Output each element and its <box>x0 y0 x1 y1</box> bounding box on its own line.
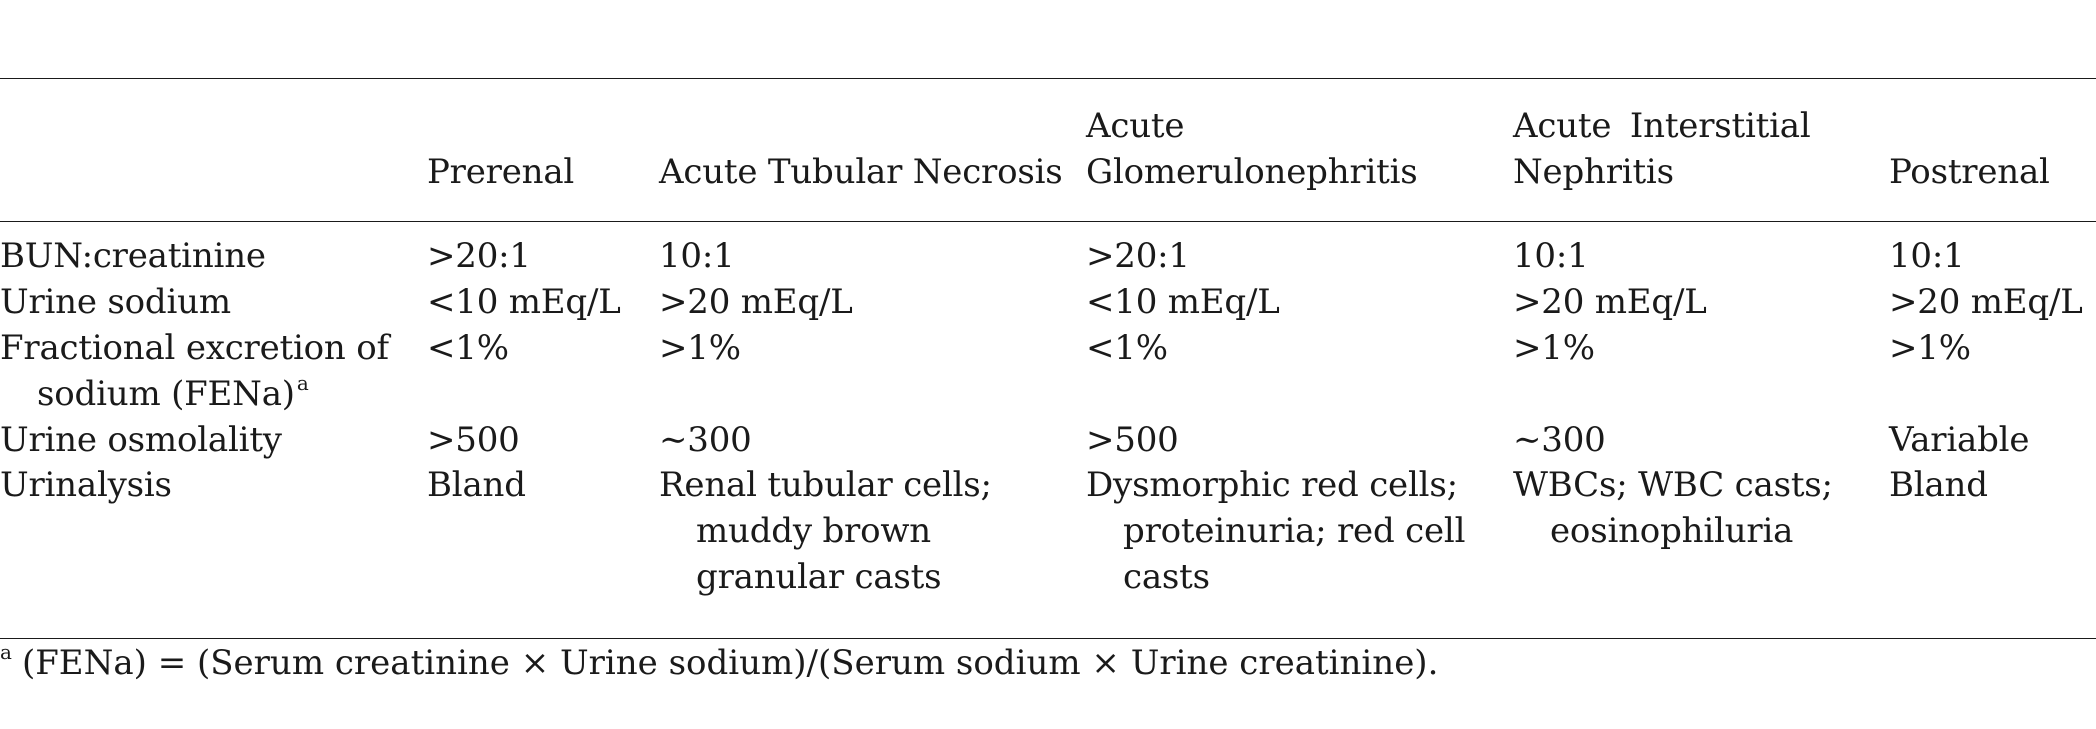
bottom-rule <box>0 638 2096 639</box>
header-prerenal: Prerenal <box>427 152 575 192</box>
header-acute-interstitial-nephritis-line2: Nephritis <box>1513 152 1674 192</box>
cell-urine-sodium-atn: >20 mEq/L <box>659 282 853 322</box>
cell-bun-ain: 10:1 <box>1513 236 1589 276</box>
cell-urinalysis-atn-line2: muddy brown <box>696 511 931 551</box>
header-postrenal: Postrenal <box>1889 152 2050 192</box>
cell-bun-agn: >20:1 <box>1086 236 1190 276</box>
cell-urine-sodium-agn: <10 mEq/L <box>1086 282 1280 322</box>
row-label-bun-creatinine: BUN:creatinine <box>0 236 266 276</box>
cell-osmolality-atn: ∼300 <box>659 420 752 460</box>
row-label-urine-osmolality: Urine osmolality <box>0 420 282 460</box>
top-rule <box>0 78 2096 79</box>
row-label-fena-line1: Fractional excretion of <box>0 328 389 368</box>
cell-urinalysis-atn-line1: Renal tubular cells; <box>659 465 992 505</box>
header-acute-glomerulonephritis-line1: Acute <box>1086 106 1185 146</box>
table-footnote <box>0 640 1438 690</box>
cell-urine-sodium-prerenal: <10 mEq/L <box>427 282 621 322</box>
cell-fena-ain: >1% <box>1513 328 1595 368</box>
cell-bun-postrenal: 10:1 <box>1889 236 1965 276</box>
cell-urinalysis-agn-line1: Dysmorphic red cells; <box>1086 465 1458 505</box>
cell-osmolality-ain: ∼300 <box>1513 420 1606 460</box>
row-label-urine-sodium: Urine sodium <box>0 282 231 322</box>
cell-osmolality-prerenal: >500 <box>427 420 520 460</box>
cell-fena-atn: >1% <box>659 328 741 368</box>
header-acute-interstitial-nephritis-line1: Acute Interstitial <box>1513 106 1811 146</box>
cell-urinalysis-ain-line2: eosinophiluria <box>1550 511 1794 551</box>
cell-fena-prerenal: <1% <box>427 328 509 368</box>
cell-urine-sodium-postrenal: >20 mEq/L <box>1889 282 2083 322</box>
cell-urine-sodium-ain: >20 mEq/L <box>1513 282 1707 322</box>
row-label-fena-text: sodium (FENa) <box>37 374 295 414</box>
footnote-text: (FENa) = (Serum creatinine × Urine sodium)/(Serum sodium × Urine creatinine). <box>21 643 1439 683</box>
footnote-mark: a <box>0 640 12 664</box>
cell-osmolality-postrenal: Variable <box>1889 420 2030 460</box>
cell-bun-prerenal: >20:1 <box>427 236 531 276</box>
footnote-ref-a: a <box>296 371 309 395</box>
row-label-urinalysis: Urinalysis <box>0 465 172 505</box>
cell-osmolality-agn: >500 <box>1086 420 1179 460</box>
cell-bun-atn: 10:1 <box>659 236 735 276</box>
cell-urinalysis-ain-line1: WBCs; WBC casts; <box>1513 465 1833 505</box>
header-acute-tubular-necrosis: Acute Tubular Necrosis <box>659 152 1063 192</box>
header-rule <box>0 221 2096 222</box>
row-label-fena-line2 <box>37 371 309 421</box>
cell-urinalysis-agn-line2: proteinuria; red cell <box>1123 511 1466 551</box>
cell-fena-agn: <1% <box>1086 328 1168 368</box>
cell-urinalysis-prerenal: Bland <box>427 465 526 505</box>
header-acute-glomerulonephritis-line2: Glomerulonephritis <box>1086 152 1418 192</box>
cell-fena-postrenal: >1% <box>1889 328 1971 368</box>
cell-urinalysis-postrenal: Bland <box>1889 465 1988 505</box>
cell-urinalysis-agn-line3: casts <box>1123 557 1210 597</box>
cell-urinalysis-atn-line3: granular casts <box>696 557 942 597</box>
